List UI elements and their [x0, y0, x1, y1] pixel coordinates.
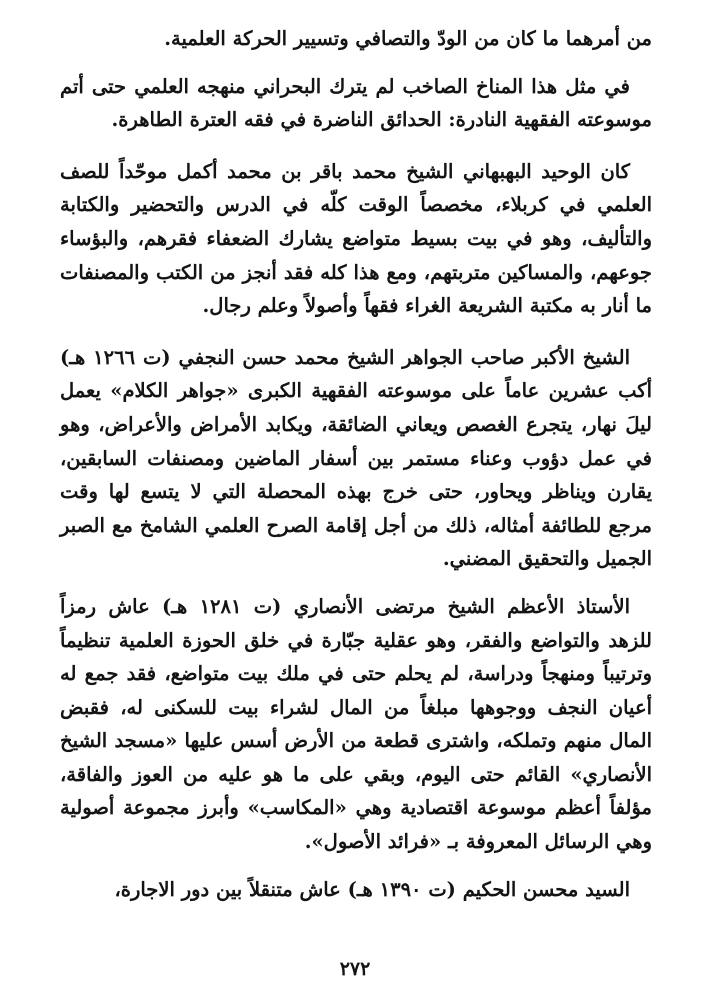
- paragraph-1: من أمرهما ما كان من الودّ والتصافي وتسيير الحركة العلمية.: [164, 27, 652, 50]
- paragraph-2: في مثل هذا المناخ الصاخب لم يترك البحراني منهجه العلمي حتى أتم موسوعته الفقهية النادرة: الحدائق الناضرة في فقه العترة الطاهرة.: [60, 74, 652, 132]
- page-number: ٢٧٢: [339, 958, 371, 980]
- page-body: [60, 22, 652, 906]
- paragraph-3: كان الوحيد البهبهاني الشيخ محمد باقر بن محمد أكمل موحّداً للصف العلمي في كربلاء، مخصصاً الوقت كلّه في الدرس والتحضير والكتابة والتأليف، وهو في بيت بسيط متواضع يشارك الضعفاء فقرهم، والبؤساء جوعهم، والمساكين متربتهم، ومع هذا كله فقد أنجز من الكتب والمصنفات ما أنار به مكتبة الشريعة الغراء فقهاً وأصولاً وعلم رجال.: [60, 159, 652, 318]
- paragraph-5: الأستاذ الأعظم الشيخ مرتضى الأنصاري (ت ١٢٨١ هـ) عاش رمزاً للزهد والتواضع والفقر، وهو عقلية جبّارة في خلق الحوزة العلمية تنظيماً وترتيباً ومنهجاً ودراسة، لم يحلم حتى في ملك بيت متواضع، فقد جمع له أعيان النجف ووجوهها مبلغاً من المال لشراء بيت للسكنى له، فقبض المال منهم وتملكه، واشترى قطعة من الأرض أسس عليها «مسجد الشيخ الأنصاري» القائم حتى اليوم، وبقي على ما هو عليه من العوز والفاقة، مؤلفاً أعظم موسوعة اقتصادية وهي «المكاسب» وأبرز مجموعة أصولية وهي الرسائل المعروفة بـ «فرائد الأصول».: [60, 594, 652, 854]
- paragraph-4: الشيخ الأكبر صاحب الجواهر الشيخ محمد حسن النجفي (ت ١٢٦٦ هـ) أكب عشرين عاماً على موسوعته الفقهية الكبرى «جواهر الكلام» يعمل ليلَ نهار، يتجرع الغصص ويعاني الضائقة، ويكابد الأمراض والأعراض، وهو في عمل دؤوب وعناء مستمر بين أسفار الماضين ومصنفات السابقين، يقارن ويناظر ويحاور، حتى خرج بهذه المحصلة التي لا يتسع لها وقت مرجع للطائفة أمثاله، ذلك من أجل إقامة الصرح العلمي الشامخ مع الصبر الجميل والتحقيق المضني.: [60, 345, 652, 571]
- paragraph-6: السيد محسن الحكيم (ت ١٣٩٠ هـ) عاش متنقلاً بين دور الاجارة،: [114, 877, 630, 901]
